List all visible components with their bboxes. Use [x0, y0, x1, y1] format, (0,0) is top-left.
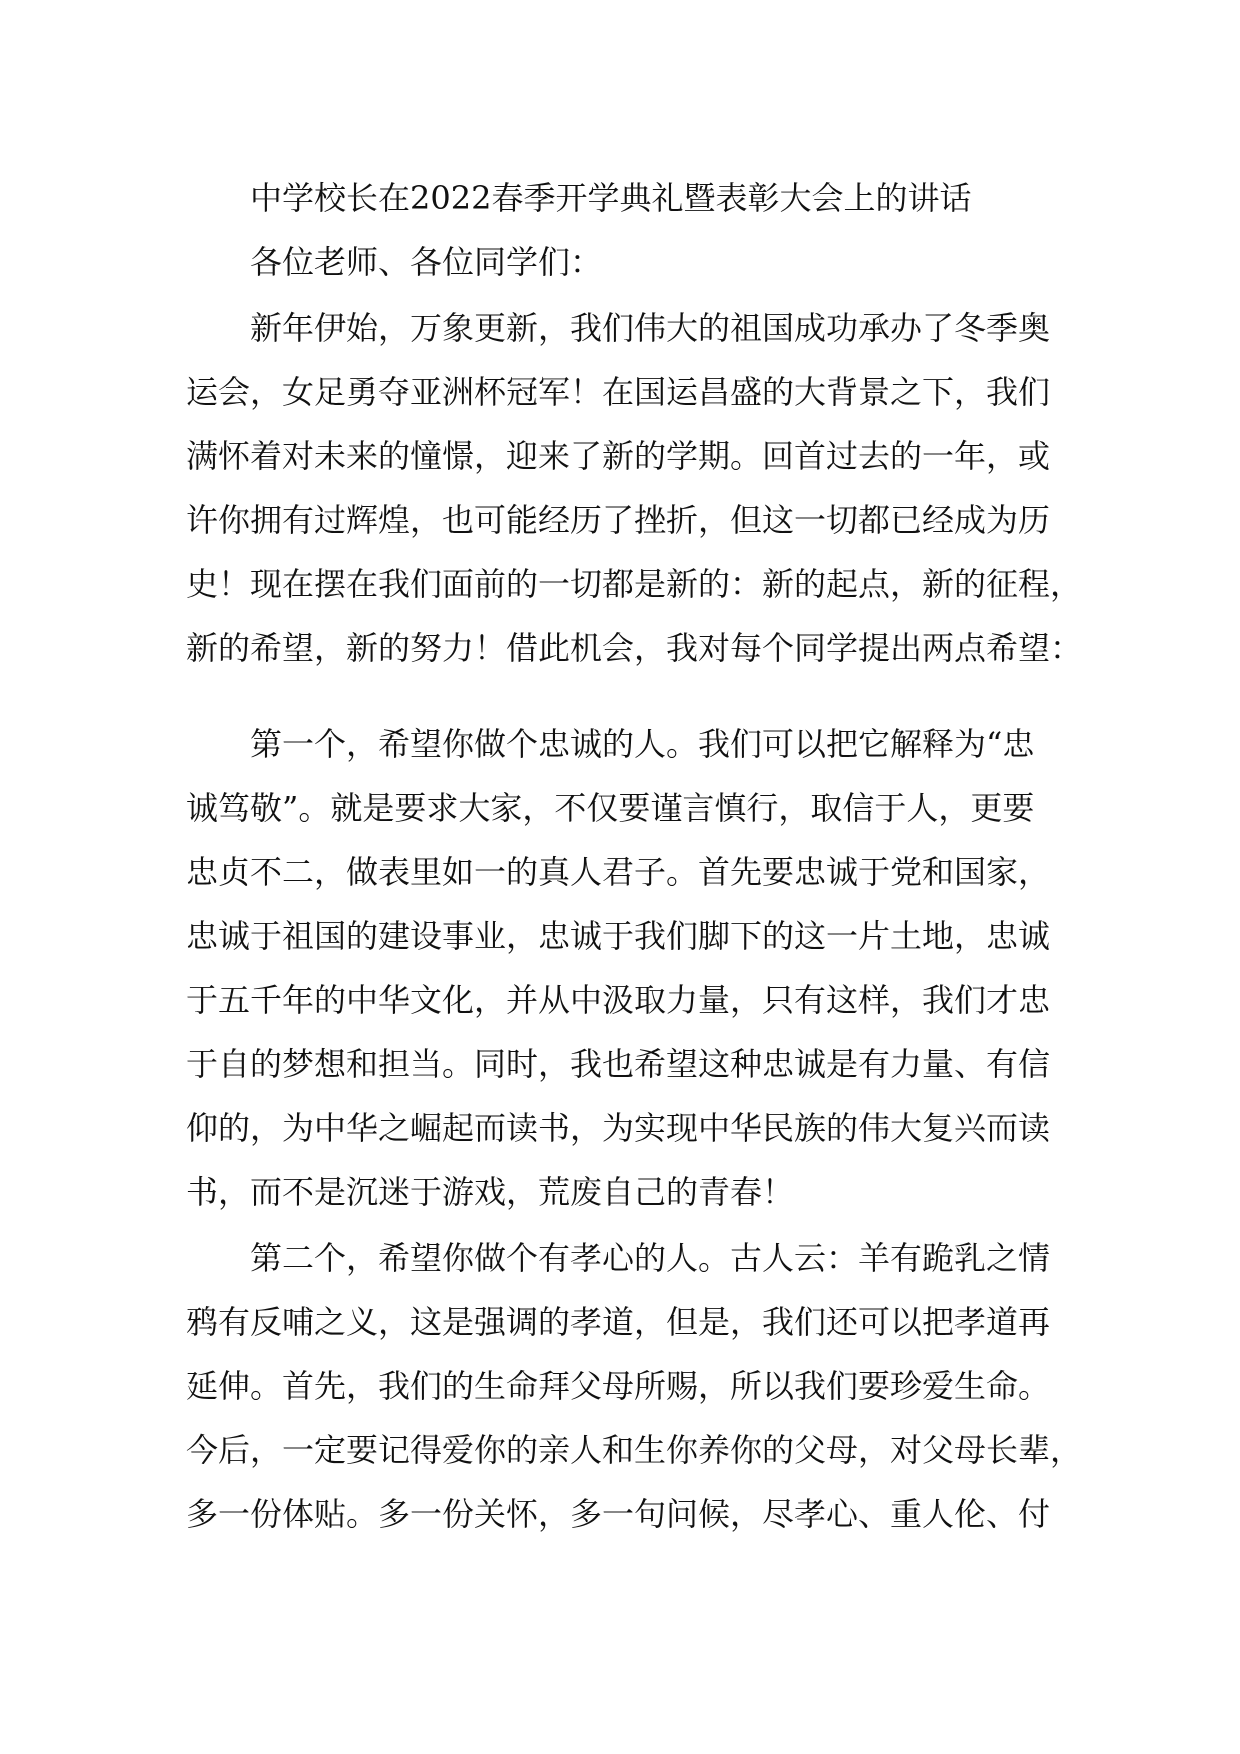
paragraph-line: 运会，女足勇夺亚洲杯冠军！在国运昌盛的大背景之下，我们 — [186, 373, 1051, 411]
salutation: 各位老师、各位同学们： — [250, 243, 603, 281]
paragraph-line: 诚笃敬”。就是要求大家，不仅要谨言慎行，取信于人，更要 — [186, 789, 1035, 827]
paragraph-line: 第一个，希望你做个忠诚的人。我们可以把它解释为“忠 — [250, 725, 1035, 763]
paragraph-line: 史！现在摆在我们面前的一切都是新的：新的起点，新的征程， — [186, 565, 1083, 603]
paragraph-line: 延伸。首先，我们的生命拜父母所赐，所以我们要珍爱生命。 — [186, 1367, 1051, 1405]
paragraph-line: 新的希望，新的努力！借此机会，我对每个同学提出两点希望： — [186, 629, 1083, 667]
paragraph-line: 今后，一定要记得爱你的亲人和生你养你的父母，对父母长辈， — [186, 1431, 1083, 1469]
paragraph-line: 于五千年的中华文化，并从中汲取力量，只有这样，我们才忠 — [186, 981, 1051, 1019]
paragraph-line: 于自的梦想和担当。同时，我也希望这种忠诚是有力量、有信 — [186, 1045, 1051, 1083]
paragraph-line: 鸦有反哺之义，这是强调的孝道，但是，我们还可以把孝道再 — [186, 1303, 1051, 1341]
paragraph-line: 仰的，为中华之崛起而读书，为实现中华民族的伟大复兴而读 — [186, 1109, 1051, 1147]
paragraph-line: 多一份体贴。多一份关怀，多一句问候，尽孝心、重人伦、付 — [186, 1495, 1051, 1533]
document-title: 中学校长在2022春季开学典礼暨表彰大会上的讲话 — [250, 179, 972, 217]
paragraph-line: 许你拥有过辉煌，也可能经历了挫折，但这一切都已经成为历 — [186, 501, 1051, 539]
paragraph-line: 忠诚于祖国的建设事业，忠诚于我们脚下的这一片土地，忠诚 — [186, 917, 1051, 955]
paragraph-line: 忠贞不二，做表里如一的真人君子。首先要忠诚于党和国家， — [186, 853, 1051, 891]
paragraph-line: 第二个，希望你做个有孝心的人。古人云：羊有跪乳之情 — [250, 1239, 1051, 1277]
paragraph-line: 新年伊始，万象更新，我们伟大的祖国成功承办了冬季奥 — [250, 309, 1051, 347]
paragraph-line: 满怀着对未来的憧憬，迎来了新的学期。回首过去的一年，或 — [186, 437, 1051, 475]
paragraph-line: 书，而不是沉迷于游戏，荒废自己的青春！ — [186, 1173, 795, 1211]
